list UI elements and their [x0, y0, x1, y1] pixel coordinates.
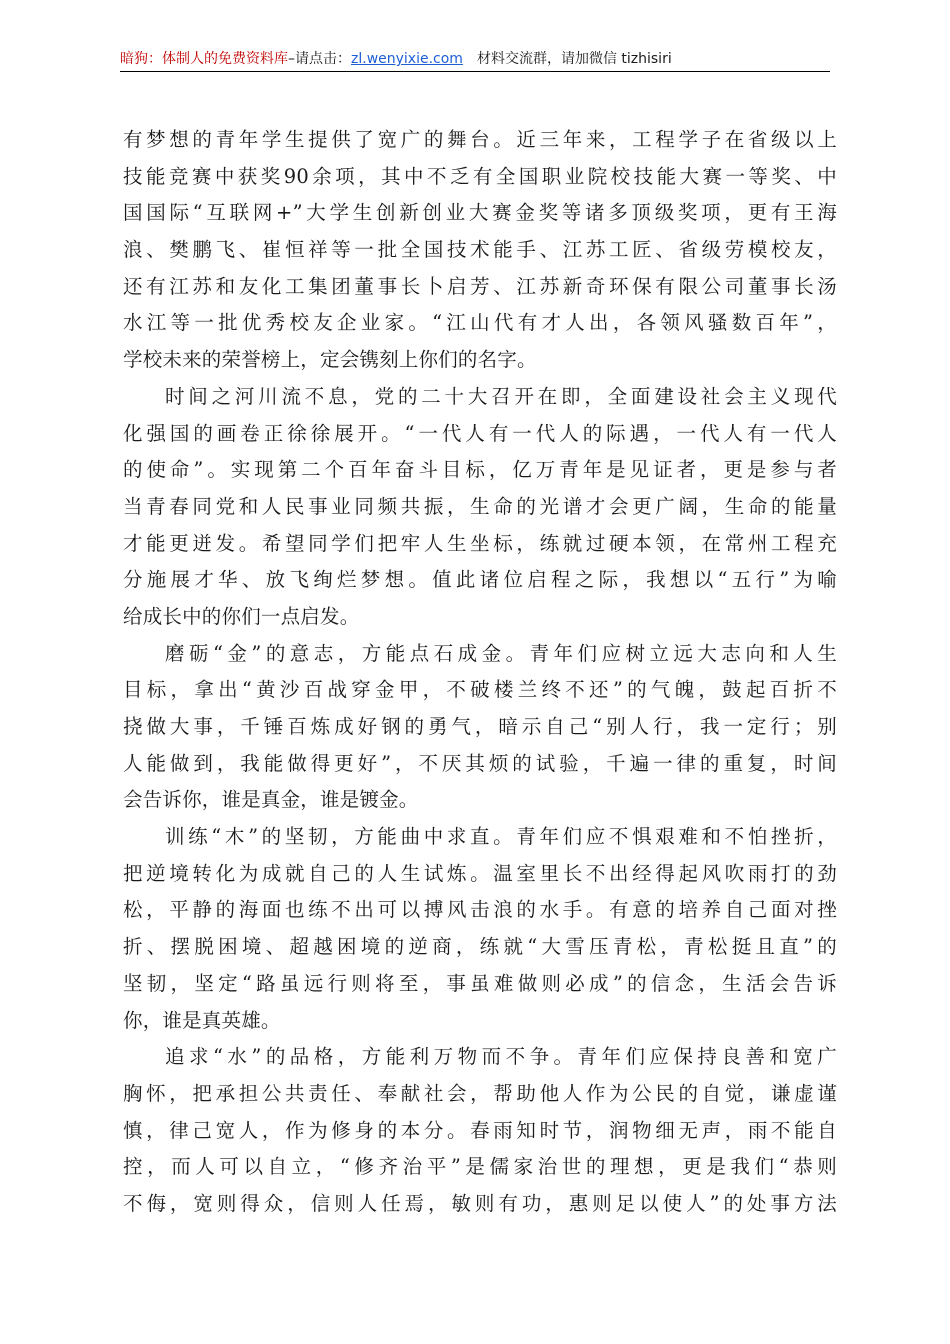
text-line: 技能竞赛中获奖90余项，其中不乏有全国职业院校技能大赛一等奖、中 — [123, 164, 837, 188]
text-line: 给成长中的你们一点启发。 — [123, 604, 360, 628]
text-line: 胸怀，把承担公共责任、奉献社会，帮助他人作为公民的自觉，谦虚谨 — [123, 1081, 837, 1105]
document-body — [123, 122, 837, 1223]
header-link[interactable]: zl.wenyixie.com — [351, 51, 463, 67]
text-line: 不侮，宽则得众，信则人任焉，敏则有功，惠则足以使人”的处事方法 — [123, 1191, 837, 1215]
text-line: 控，而人可以自立，“修齐治平”是儒家治世的理想，更是我们“恭则 — [123, 1155, 837, 1179]
text-line: 学校未来的荣誉榜上，定会镌刻上你们的名字。 — [123, 348, 537, 372]
text-line: 坚韧，坚定“路虽远行则将至，事虽难做则必成”的信念，生活会告诉 — [123, 971, 837, 995]
text-line: 才能更迸发。希望同学们把牢人生坐标，练就过硬本领，在常州工程充 — [123, 531, 837, 555]
text-line: 水江等一批优秀校友企业家。“江山代有才人出，各领风骚数百年”， — [123, 311, 837, 335]
text-line: 当青春同党和人民事业同频共振，生命的光谱才会更广阔，生命的能量 — [123, 494, 837, 518]
text-line: 目标，拿出“黄沙百战穿金甲，不破楼兰终不还”的气魄，鼓起百折不 — [123, 678, 837, 702]
text-line: 慎，律己宽人，作为修身的本分。春雨知时节，润物细无声，雨不能自 — [123, 1118, 837, 1142]
header-separator: –请点击： — [288, 51, 351, 67]
text-line: 国国际“互联网+”大学生创新创业大赛金奖等诸多顶级奖项，更有王海 — [123, 201, 837, 225]
text-line: 挠做大事，千锤百炼成好钢的勇气，暗示自己“别人行，我一定行；别 — [123, 715, 837, 738]
page-header — [120, 49, 830, 69]
text-line: 的使命”。实现第二个百年奋斗目标，亿万青年是见证者，更是参与者 — [123, 458, 837, 482]
header-brand: 暗狗：体制人的免费资料库 — [120, 51, 288, 67]
header-rule — [120, 71, 830, 72]
paragraph-first-line: 磨砺“金”的意志，方能点石成金。青年们应树立远大志向和人生 — [165, 641, 837, 665]
text-line: 会告诉你，谁是真金，谁是镀金。 — [123, 788, 419, 812]
text-line: 还有江苏和友化工集团董事长卜启芳、江苏新奇环保有限公司董事长汤 — [123, 274, 837, 298]
text-line: 浪、樊鹏飞、崔恒祥等一批全国技术能手、江苏工匠、省级劳模校友， — [123, 238, 837, 262]
text-line: 你，谁是真英雄。 — [123, 1008, 281, 1032]
header-group-note: 材料交流群，请加微信 tizhisiri — [476, 51, 672, 67]
paragraph-first-line: 追求“水”的品格，方能利万物而不争。青年们应保持良善和宽广 — [165, 1045, 837, 1069]
paragraph-first-line: 训练“木”的坚韧，方能曲中求直。青年们应不惧艰难和不怕挫折， — [165, 825, 837, 849]
text-line: 化强国的画卷正徐徐展开。“一代人有一代人的际遇，一代人有一代人 — [123, 421, 837, 445]
text-line: 松，平静的海面也练不出可以搏风击浪的水手。有意的培养自己面对挫 — [123, 898, 837, 922]
text-line: 折、摆脱困境、超越困境的逆商，练就“大雪压青松，青松挺且直”的 — [123, 935, 837, 959]
text-line: 有梦想的青年学生提供了宽广的舞台。近三年来，工程学子在省级以上 — [123, 128, 837, 151]
text-line: 把逆境转化为成就自己的人生试炼。温室里长不出经得起风吹雨打的劲 — [123, 861, 837, 885]
text-line: 人能做到，我能做得更好”，不厌其烦的试验，千遍一律的重复，时间 — [123, 751, 837, 775]
paragraph-first-line: 时间之河川流不息，党的二十大召开在即，全面建设社会主义现代 — [165, 384, 837, 408]
text-line: 分施展才华、放飞绚烂梦想。值此诸位启程之际，我想以“五行”为喻 — [123, 568, 837, 592]
